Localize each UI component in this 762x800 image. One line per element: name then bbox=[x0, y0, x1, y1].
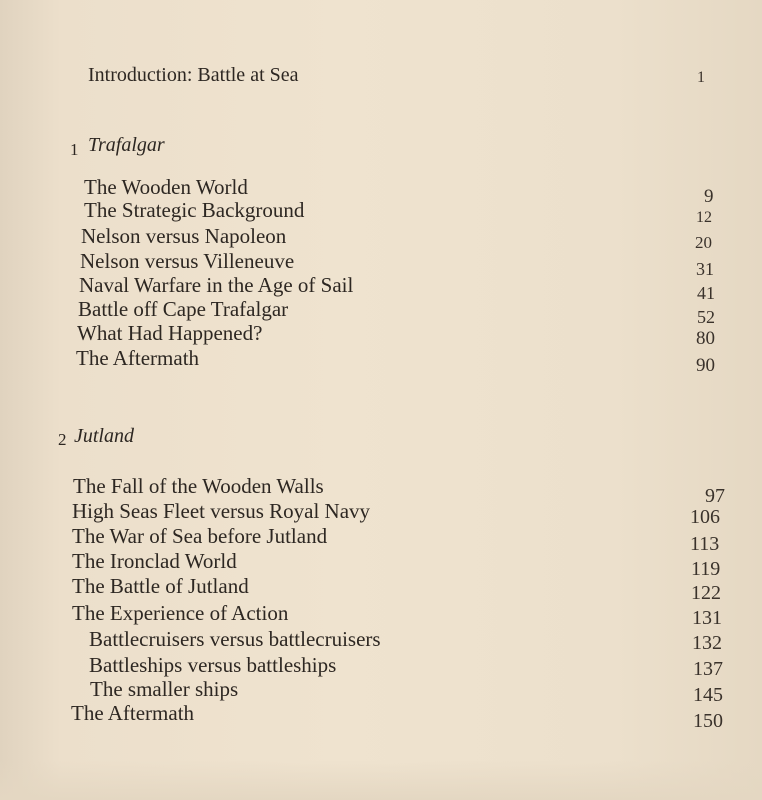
toc-entry-page: 52 bbox=[697, 307, 715, 327]
toc-entry-page: 80 bbox=[696, 328, 715, 349]
toc-entry-title: High Seas Fleet versus Royal Navy bbox=[72, 499, 371, 523]
toc-entry-page: 122 bbox=[691, 582, 721, 604]
toc-entry-page: 145 bbox=[693, 684, 723, 706]
toc-entry-page: 131 bbox=[692, 607, 722, 629]
toc-entry-page: 97 bbox=[705, 485, 725, 507]
toc-entry-title: Nelson versus Napoleon bbox=[81, 224, 287, 248]
chapter-1-number: 1 bbox=[70, 140, 79, 159]
toc-entry-title: The Aftermath bbox=[71, 701, 195, 725]
toc-introduction-page: 1 bbox=[697, 69, 705, 86]
toc-entry-title: The Wooden World bbox=[84, 175, 248, 199]
toc-entry-page: 113 bbox=[690, 533, 720, 555]
toc-entry-page: 137 bbox=[693, 658, 723, 680]
toc-entry-page: 119 bbox=[691, 558, 721, 580]
toc-subentry-title: Battleships versus battleships bbox=[89, 653, 337, 677]
toc-entry-title: The Battle of Jutland bbox=[72, 574, 249, 598]
chapter-2-title: Jutland bbox=[74, 425, 134, 447]
chapter-2-number: 2 bbox=[58, 430, 67, 449]
toc-entry-title: The Ironclad World bbox=[72, 549, 237, 573]
toc-entry-page: 9 bbox=[704, 186, 714, 207]
toc-entry-page: 20 bbox=[695, 233, 712, 252]
toc-entry-page: 132 bbox=[692, 632, 722, 654]
toc-entry-page: 90 bbox=[696, 355, 715, 376]
toc-introduction-title: Introduction: Battle at Sea bbox=[88, 64, 299, 86]
toc-entry-page: 150 bbox=[693, 710, 723, 732]
toc-entry-title: The Strategic Background bbox=[84, 198, 305, 222]
chapter-1-title: Trafalgar bbox=[88, 134, 165, 156]
page-bottom-shadow bbox=[0, 760, 762, 800]
toc-entry-page: 12 bbox=[696, 209, 712, 226]
toc-subentry-title: Battlecruisers versus battlecruisers bbox=[89, 627, 381, 651]
toc-entry-page: 41 bbox=[697, 283, 715, 303]
toc-entry-title: Battle off Cape Trafalgar bbox=[78, 297, 289, 321]
toc-entry-title: Nelson versus Villeneuve bbox=[80, 249, 295, 273]
toc-entry-title: The Aftermath bbox=[76, 346, 200, 370]
toc-entry-title: The Experience of Action bbox=[72, 601, 289, 625]
toc-subentry-title: The smaller ships bbox=[90, 677, 239, 701]
toc-entry-title: The Fall of the Wooden Walls bbox=[73, 474, 324, 498]
toc-entry-page: 31 bbox=[696, 259, 714, 279]
toc-entry-title: The War of Sea before Jutland bbox=[72, 524, 328, 548]
toc-entry-title: Naval Warfare in the Age of Sail bbox=[79, 273, 354, 297]
toc-entry-title: What Had Happened? bbox=[77, 321, 263, 345]
toc-entry-page: 106 bbox=[690, 506, 720, 528]
